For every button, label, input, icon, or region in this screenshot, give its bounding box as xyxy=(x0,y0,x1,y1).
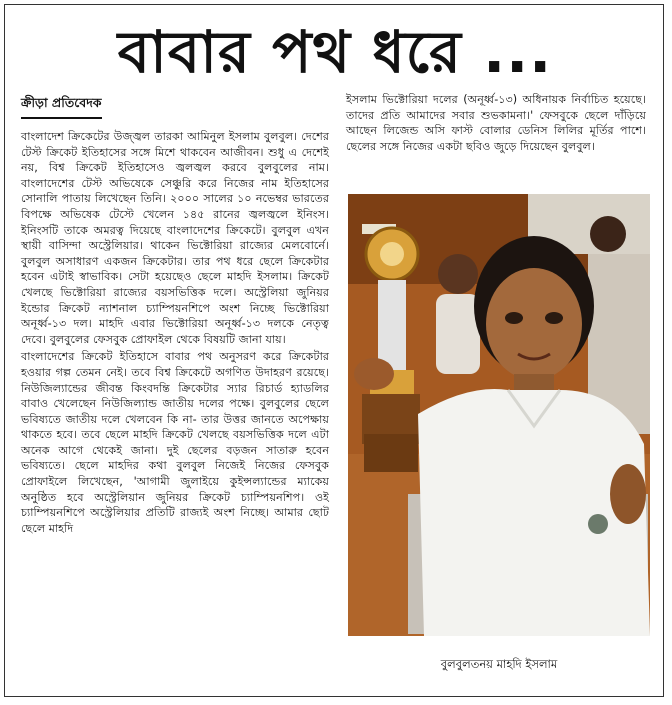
article-photo xyxy=(348,194,650,636)
article-left-column xyxy=(21,92,329,536)
article-paragraph-3: ইসলাম ভিক্টোরিয়া দলের (অনূর্ধ্ব-১৩) অধিনায়ক নির্বাচিত হয়েছে। তাদের প্রতি আমাদের সবার শুভকামনা।' ফেসবুকে ছেলে দাঁড়িয়ে আছেন লিজেন্ড অসি ফাস্ট বোলার ডেনিস লিলির মূর্তির পাশে। ছেলের সঙ্গে নিজের একটা ছবিও জুড়ে দিয়েছেন বুলবুল। xyxy=(346,93,646,153)
article-paragraph-1: বাংলাদেশ ক্রিকেটের উজ্জ্বল তারকা আমিনুল ইসলাম বুলবুল। দেশের টেস্ট ক্রিকেট ইতিহাসের সঙ্গে মিশে থাকবেন আজীবন। শুধু এ দেশেই নয়, বিশ্ব ক্রিকেট ইতিহাসেও জ্বলজ্বল করবে বুলবুলের নাম। বাংলাদেশের টেস্ট অভিষেকে সেঞ্চুরি করে নিজের নাম ইতিহাসের সোনালি পাতায় লিখেছেন তিনি। ২০০০ সালের ১০ নভেম্বর ভারতের বিপক্ষে অভিষেক টেস্টে খেলেন ১৪৫ রানের জ্বলজ্বলে ইনিংস। ইনিংসটি তাকে অমরত্ব দিয়েছে বাংলাদেশের ক্রিকেটে। বুলবুল এখন স্থায়ী বাসিন্দা অস্ট্রেলিয়ার। থাকেন ভিক্টোরিয়া রাজ্যের মেলবোর্নে। বুলবুল অসাধারণ একজন ক্রিকেটার। তার পথ ধরে ছেলে ক্রিকেটার হবেন এটাই স্বাভাবিক। সেটা হয়েছেও ছেলে মাহদি ইসলাম। ক্রিকেট খেলছে ভিক্টোরিয়া রাজ্যের বয়সভিত্তিক দলে। অস্ট্রেলিয়া জুনিয়র ইন্ডোর ক্রিকেট ন্যাশনাল চ্যাম্পিয়নশিপে অংশ নিচ্ছে ভিক্টোরিয়া অনূর্ধ্ব-১৩ দল। মাহদি এবার ভিক্টোরিয়া অনূর্ধ্ব-১৩ দলকে নেতৃত্ব দেবে। বুলবুলের ফেসবুক প্রোফাইল থেকে বিষয়টি জানা যায়। xyxy=(21,130,329,346)
article-paragraph-2: বাংলাদেশের ক্রিকেট ইতিহাসে বাবার পথ অনুসরণ করে ক্রিকেটার হওয়ার গল্প তেমন নেই। তবে বিশ্ব ক্রিকেটে অগণিত উদাহরণ রয়েছে। নিউজিল্যান্ডের জীবন্ত কিংবদন্তি ক্রিকেটার স্যার রিচার্ড হ্যাডলির বাবাও খেলেছেন নিউজিল্যান্ড জাতীয় দলের পক্ষে। বুলবুলের ছেলে ভবিষ্যতে জাতীয় দলে খেলবেন কি না- তার উত্তর জানতে অপেক্ষায় থাকতে হবে। তবে ছেলে মাহদি ক্রিকেট খেলছে বয়সভিত্তিক দলে এটা অনেক আগে থেকেই জানা। দুই ছেলের বড়জন সাতারু হবেন ভবিষ্যতে। ছেলে মাহদির কথা বুলবুল নিজেই নিজের ফেসবুক প্রোফাইলে লিখেছেন, 'আগামী জুলাইয়ে কুইন্সল্যান্ডের ম্যাকেয় অনুষ্ঠিত হবে অস্ট্রেলিয়ান জুনিয়র ক্রিকেট চ্যাম্পিয়নশিপ। ওই চ্যাম্পিয়নশিপে অস্ট্রেলিয়ার প্রতিটি রাজ্যই অংশ নিচ্ছে। আমার ছোট ছেলে মাহদি xyxy=(21,350,329,535)
headline: বাবার পথ ধরে ... xyxy=(117,18,553,86)
boy-with-trophy-photo xyxy=(348,194,650,636)
article-right-column xyxy=(346,92,646,154)
photo-caption: বুলবুলতনয় মাহদি ইসলাম xyxy=(440,657,558,671)
byline: ক্রীড়া প্রতিবেদক xyxy=(21,95,102,119)
